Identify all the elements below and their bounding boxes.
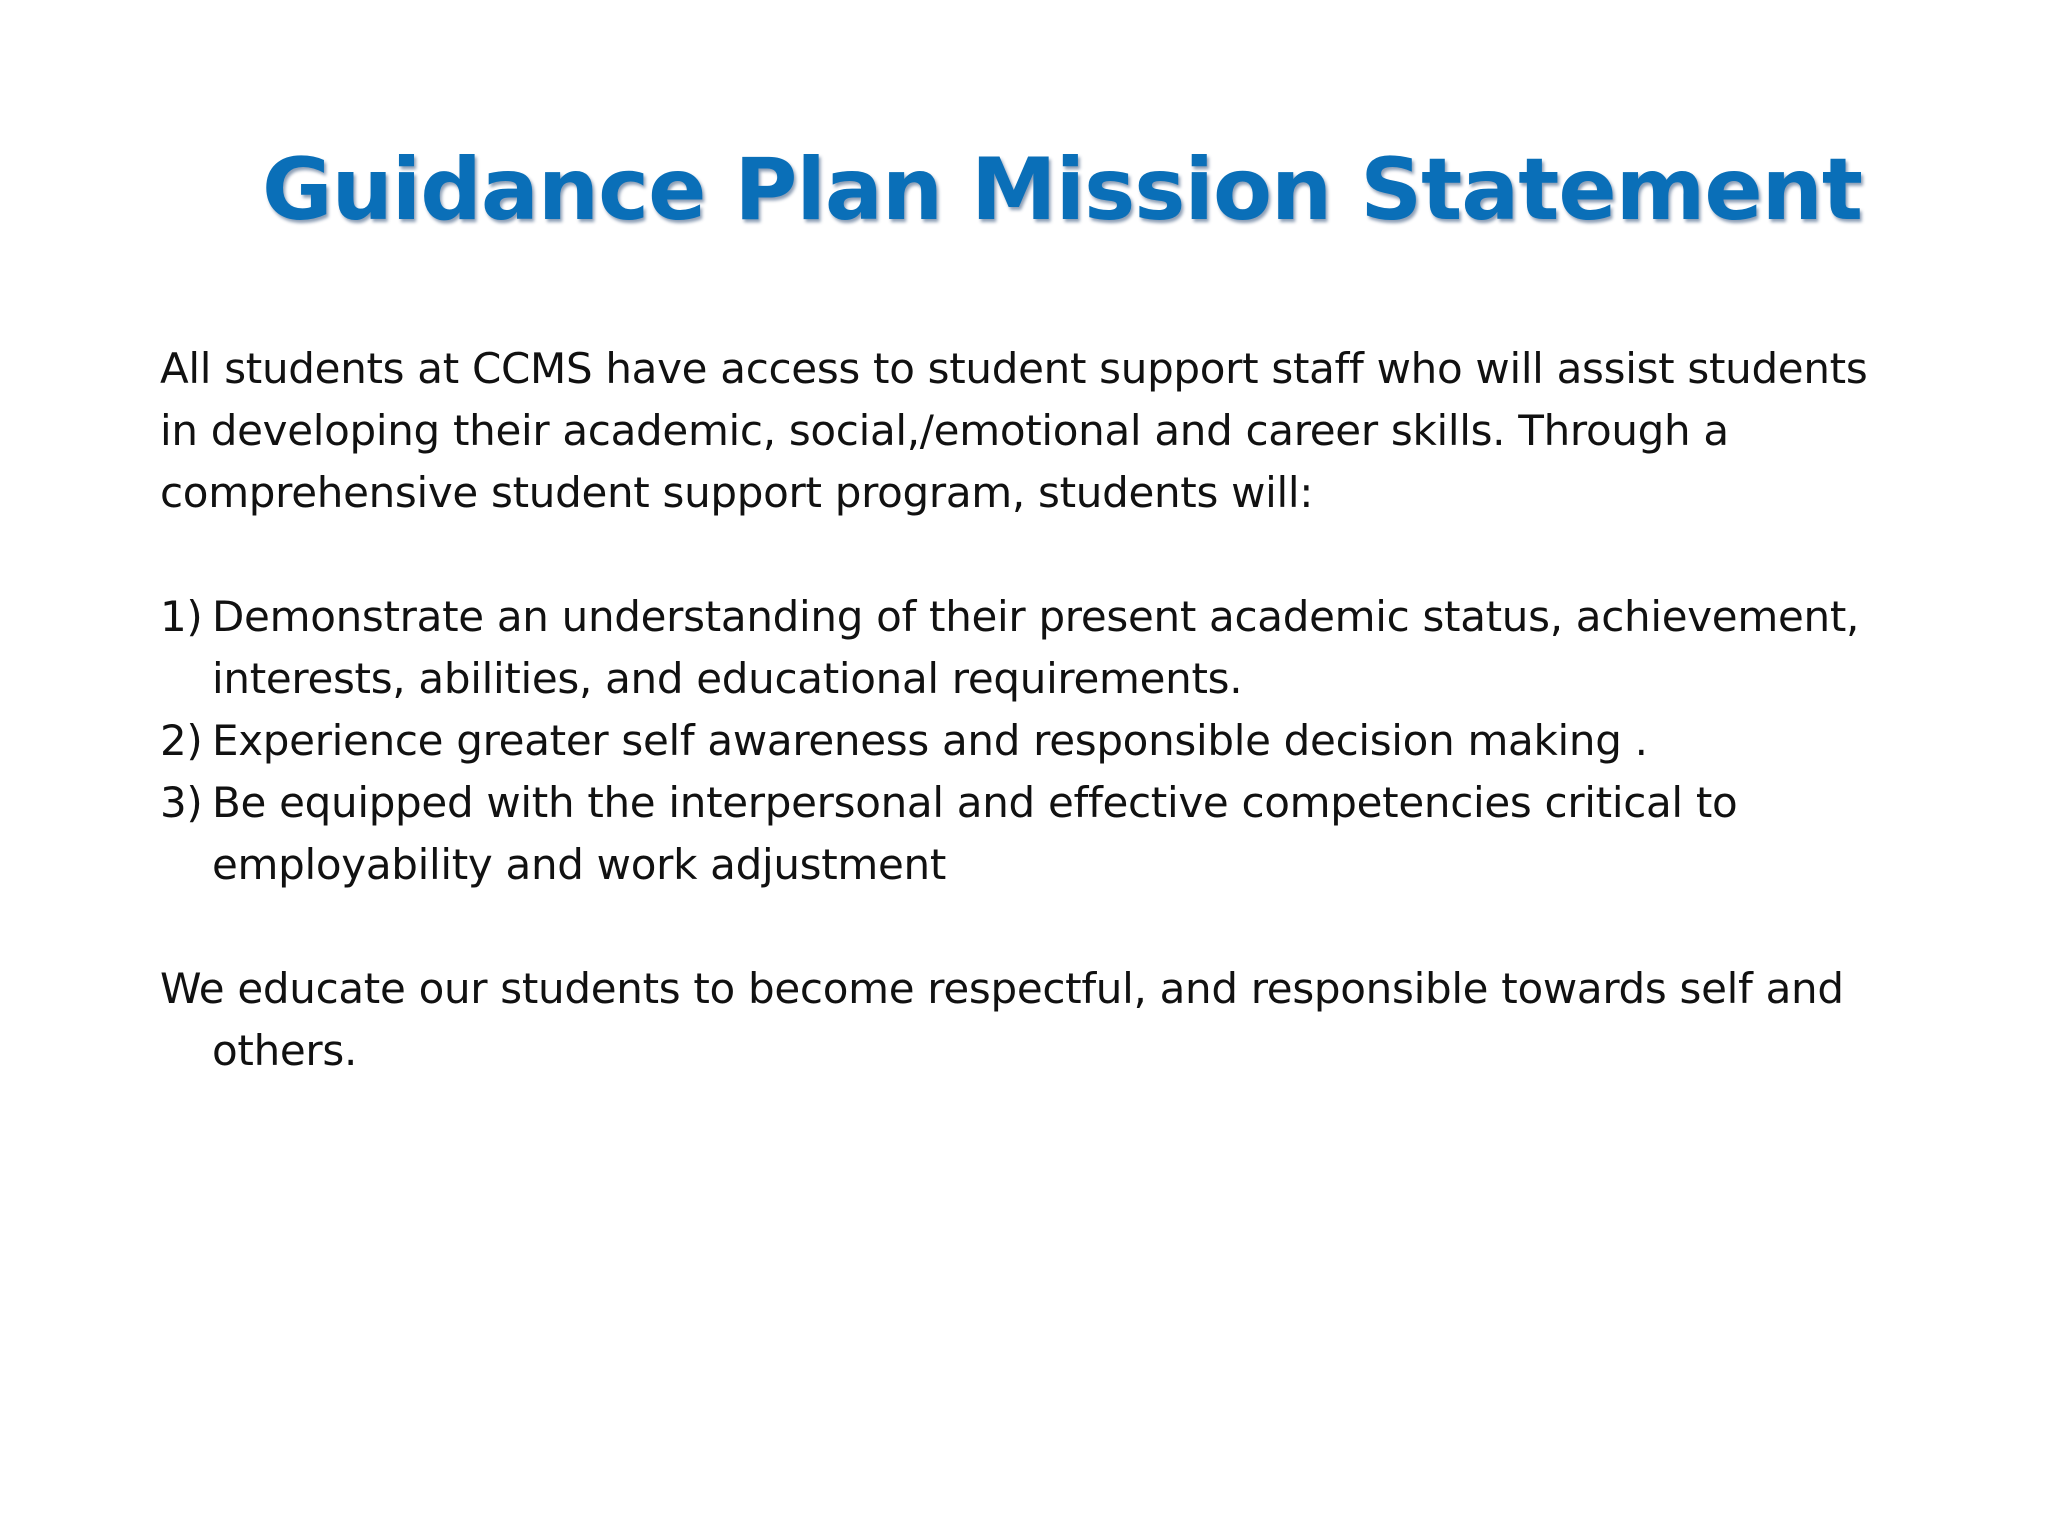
list-item [160, 586, 1900, 710]
list-item-number: 3) [160, 778, 203, 827]
list-item [160, 710, 1900, 772]
closing-paragraph: We educate our students to become respectful, and responsible towards self and others. [160, 964, 1844, 1075]
slide-body [160, 338, 1900, 1082]
slide-title: Guidance Plan Mission Statement [261, 140, 1863, 240]
list-item-number: 2) [160, 716, 203, 765]
goals-list [160, 586, 1900, 896]
list-item-text: Demonstrate an understanding of their present academic status, achievement, interests, abilities, and educational requirements. [212, 592, 1860, 703]
intro-paragraph: All students at CCMS have access to student support staff who will assist students in developing their academic, social,/emotional and career skills. Through a comprehensive student support program, students will: [160, 344, 1868, 517]
list-item [160, 772, 1900, 896]
list-item-number: 1) [160, 592, 203, 641]
list-item-text: Experience greater self awareness and responsible decision making . [212, 716, 1648, 765]
list-item-text: Be equipped with the interpersonal and effective competencies critical to employability and work adjustment [212, 778, 1738, 889]
